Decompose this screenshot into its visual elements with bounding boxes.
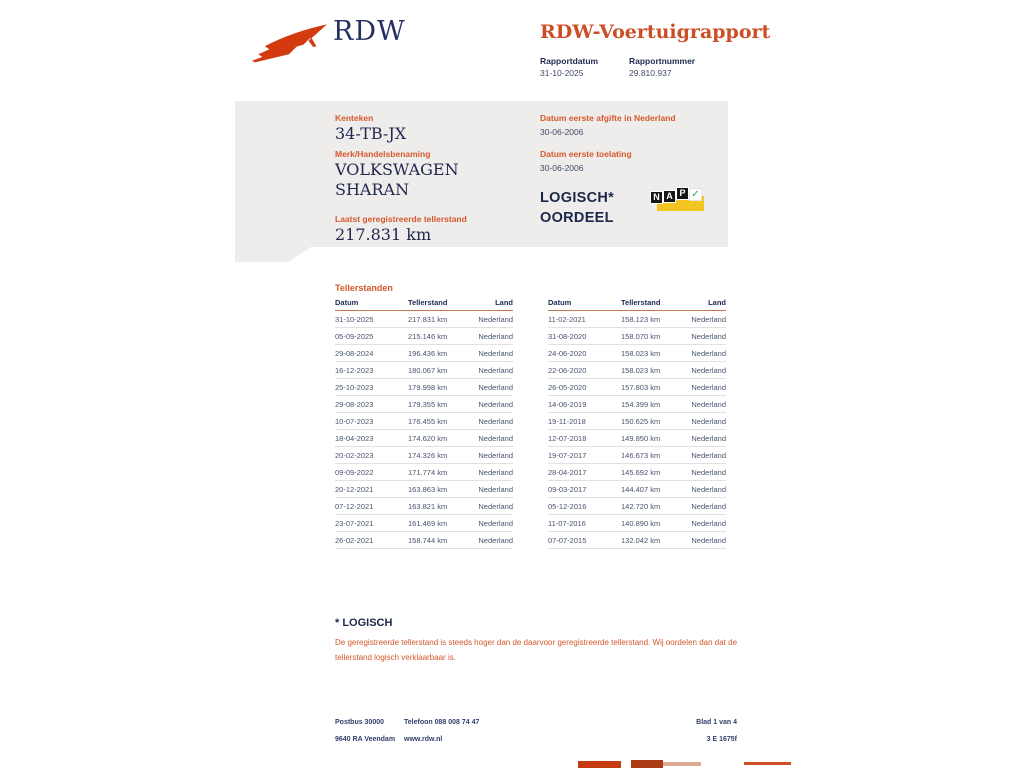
- laatste-tellerstand-label: Laatst geregistreerde tellerstand: [335, 214, 467, 224]
- cell-tellerstand: 179.355 km: [408, 396, 470, 413]
- table-row: [335, 515, 513, 532]
- oordeel-line2: OORDEEL: [540, 210, 614, 226]
- table-row: [548, 481, 726, 498]
- page-title: RDW-Voertuigrapport: [540, 21, 771, 43]
- cell-land: Nederland: [470, 345, 513, 362]
- rdw-wing-logo-icon: [248, 22, 330, 64]
- cell-datum: 26-02-2021: [335, 532, 408, 549]
- cell-datum: 22-06-2020: [548, 362, 621, 379]
- bottom-decoration-strip: [631, 760, 663, 768]
- table-row: [548, 362, 726, 379]
- table-row: [548, 345, 726, 362]
- cell-land: Nederland: [683, 362, 726, 379]
- cell-land: Nederland: [470, 532, 513, 549]
- table-row: [335, 464, 513, 481]
- cell-tellerstand: 150.625 km: [621, 413, 683, 430]
- logisch-footnote-title: * LOGISCH: [335, 617, 393, 629]
- cell-datum: 10-07-2023: [335, 413, 408, 430]
- cell-land: Nederland: [683, 447, 726, 464]
- cell-datum: 25-10-2023: [335, 379, 408, 396]
- column-header-land: Land: [470, 296, 513, 311]
- cell-tellerstand: 174.620 km: [408, 430, 470, 447]
- cell-datum: 20-12-2021: [335, 481, 408, 498]
- table-row: [335, 311, 513, 328]
- cell-land: Nederland: [470, 464, 513, 481]
- cell-tellerstand: 149.850 km: [621, 430, 683, 447]
- bottom-decoration-strip: [663, 762, 701, 766]
- table-row: [335, 396, 513, 413]
- table-row: [335, 413, 513, 430]
- cell-datum: 19-11-2018: [548, 413, 621, 430]
- cell-tellerstand: 176.455 km: [408, 413, 470, 430]
- cell-land: Nederland: [470, 498, 513, 515]
- tellerstanden-title: Tellerstanden: [335, 283, 393, 293]
- afgifte-value: 30-06-2006: [540, 127, 584, 137]
- merk-label: Merk/Handelsbenaming: [335, 149, 431, 159]
- cell-datum: 31-10-2025: [335, 311, 408, 328]
- cell-land: Nederland: [683, 464, 726, 481]
- cell-datum: 09-03-2017: [548, 481, 621, 498]
- cell-datum: 07-07-2015: [548, 532, 621, 549]
- footer-page-number: Blad 1 van 4: [696, 719, 737, 726]
- cell-tellerstand: 163.821 km: [408, 498, 470, 515]
- cell-tellerstand: 174.326 km: [408, 447, 470, 464]
- footer-address-line2: 9640 RA Veendam: [335, 736, 396, 743]
- nap-letter-p: P: [676, 187, 689, 200]
- table-row: [335, 362, 513, 379]
- cell-datum: 20-02-2023: [335, 447, 408, 464]
- table-row: [548, 413, 726, 430]
- rapportdatum-label: Rapportdatum: [540, 56, 599, 66]
- nap-logo: [650, 185, 704, 213]
- column-header-land: Land: [683, 296, 726, 311]
- table-header-row: [335, 296, 513, 311]
- footer-website: www.rdw.nl: [404, 736, 443, 743]
- cell-datum: 23-07-2021: [335, 515, 408, 532]
- cell-land: Nederland: [683, 328, 726, 345]
- cell-land: Nederland: [683, 515, 726, 532]
- bottom-decoration-strip: [744, 762, 791, 765]
- table-row: [548, 447, 726, 464]
- afgifte-label: Datum eerste afgifte in Nederland: [540, 113, 676, 123]
- cell-datum: 09-09-2022: [335, 464, 408, 481]
- cell-datum: 11-07-2016: [548, 515, 621, 532]
- cell-datum: 24-06-2020: [548, 345, 621, 362]
- panel-corner-tab: [235, 247, 311, 262]
- cell-land: Nederland: [470, 396, 513, 413]
- toelating-label: Datum eerste toelating: [540, 149, 632, 159]
- toelating-value: 30-06-2006: [540, 163, 584, 173]
- cell-datum: 05-09-2025: [335, 328, 408, 345]
- column-header-tellerstand: Tellerstand: [621, 296, 683, 311]
- table-row: [548, 430, 726, 447]
- table-row: [548, 379, 726, 396]
- cell-land: Nederland: [470, 311, 513, 328]
- cell-land: Nederland: [470, 362, 513, 379]
- nap-letter-n: N: [650, 191, 663, 204]
- cell-datum: 31-08-2020: [548, 328, 621, 345]
- table-row: [335, 345, 513, 362]
- tellerstanden-table-right: [548, 296, 726, 549]
- cell-datum: 28-04-2017: [548, 464, 621, 481]
- cell-tellerstand: 180.067 km: [408, 362, 470, 379]
- cell-land: Nederland: [470, 430, 513, 447]
- cell-land: Nederland: [683, 498, 726, 515]
- cell-tellerstand: 215.146 km: [408, 328, 470, 345]
- merk-value-line2: SHARAN: [335, 180, 410, 199]
- footer-phone: Telefoon 088 008 74 47: [404, 719, 480, 726]
- tellerstanden-table-left: [335, 296, 513, 549]
- table-row: [548, 464, 726, 481]
- column-header-tellerstand: Tellerstand: [408, 296, 470, 311]
- cell-tellerstand: 217.831 km: [408, 311, 470, 328]
- cell-land: Nederland: [683, 345, 726, 362]
- cell-land: Nederland: [683, 379, 726, 396]
- kenteken-value: 34-TB-JX: [335, 124, 407, 143]
- cell-land: Nederland: [470, 413, 513, 430]
- cell-datum: 14-06-2019: [548, 396, 621, 413]
- table-row: [335, 379, 513, 396]
- cell-tellerstand: 142.720 km: [621, 498, 683, 515]
- oordeel-line1: LOGISCH*: [540, 190, 615, 206]
- cell-land: Nederland: [683, 532, 726, 549]
- cell-land: Nederland: [683, 311, 726, 328]
- nap-check-icon: ✓: [689, 188, 702, 201]
- table-row: [335, 532, 513, 549]
- cell-tellerstand: 161.469 km: [408, 515, 470, 532]
- cell-land: Nederland: [683, 481, 726, 498]
- cell-tellerstand: 140.890 km: [621, 515, 683, 532]
- footer-address-line1: Postbus 30000: [335, 719, 385, 726]
- bottom-decoration-strip: [578, 761, 621, 768]
- cell-land: Nederland: [470, 515, 513, 532]
- table-row: [548, 396, 726, 413]
- cell-tellerstand: 157.803 km: [621, 379, 683, 396]
- cell-land: Nederland: [683, 413, 726, 430]
- table-row: [335, 328, 513, 345]
- laatste-tellerstand-value: 217.831 km: [335, 225, 432, 244]
- cell-land: Nederland: [470, 328, 513, 345]
- table-row: [335, 481, 513, 498]
- cell-tellerstand: 196.436 km: [408, 345, 470, 362]
- cell-land: Nederland: [470, 481, 513, 498]
- merk-value-line1: VOLKSWAGEN: [335, 160, 459, 179]
- cell-tellerstand: 145.692 km: [621, 464, 683, 481]
- cell-tellerstand: 171.774 km: [408, 464, 470, 481]
- footer-form-code: 3 E 1675f: [706, 736, 737, 743]
- cell-datum: 26-05-2020: [548, 379, 621, 396]
- cell-tellerstand: 163.863 km: [408, 481, 470, 498]
- cell-datum: 18-04-2023: [335, 430, 408, 447]
- nap-letter-a: A: [663, 190, 676, 203]
- cell-tellerstand: 132.042 km: [621, 532, 683, 549]
- cell-datum: 29-08-2023: [335, 396, 408, 413]
- cell-datum: 05-12-2016: [548, 498, 621, 515]
- cell-tellerstand: 154.399 km: [621, 396, 683, 413]
- cell-land: Nederland: [470, 379, 513, 396]
- cell-tellerstand: 144.407 km: [621, 481, 683, 498]
- table-row: [548, 328, 726, 345]
- cell-tellerstand: 158.123 km: [621, 311, 683, 328]
- cell-datum: 12-07-2018: [548, 430, 621, 447]
- table-row: [548, 532, 726, 549]
- cell-tellerstand: 158.023 km: [621, 362, 683, 379]
- cell-datum: 29-08-2024: [335, 345, 408, 362]
- table-row: [548, 311, 726, 328]
- rapportnummer-value: 29.810.937: [629, 68, 672, 78]
- cell-datum: 19-07-2017: [548, 447, 621, 464]
- cell-land: Nederland: [683, 396, 726, 413]
- cell-tellerstand: 158.744 km: [408, 532, 470, 549]
- rapportnummer-label: Rapportnummer: [629, 56, 696, 66]
- table-row: [335, 430, 513, 447]
- cell-tellerstand: 146.673 km: [621, 447, 683, 464]
- cell-datum: 07-12-2021: [335, 498, 408, 515]
- cell-datum: 11-02-2021: [548, 311, 621, 328]
- column-header-datum: Datum: [335, 296, 408, 311]
- table-row: [335, 447, 513, 464]
- table-row: [335, 498, 513, 515]
- rapportdatum-value: 31-10-2025: [540, 68, 584, 78]
- rdw-logo-text: RDW: [333, 16, 406, 47]
- logisch-footnote-text: De geregistreerde tellerstand is steeds hoger dan de daarvoor geregistreerde tellerstand. Wij oordelen dan dat de tellerstand logisch verklaarbaar is.: [335, 638, 738, 662]
- table-header-row: [548, 296, 726, 311]
- cell-tellerstand: 158.023 km: [621, 345, 683, 362]
- cell-tellerstand: 179.998 km: [408, 379, 470, 396]
- kenteken-label: Kenteken: [335, 113, 374, 123]
- cell-land: Nederland: [683, 430, 726, 447]
- table-row: [548, 498, 726, 515]
- cell-land: Nederland: [470, 447, 513, 464]
- table-row: [548, 515, 726, 532]
- cell-tellerstand: 158.070 km: [621, 328, 683, 345]
- cell-datum: 16-12-2023: [335, 362, 408, 379]
- column-header-datum: Datum: [548, 296, 621, 311]
